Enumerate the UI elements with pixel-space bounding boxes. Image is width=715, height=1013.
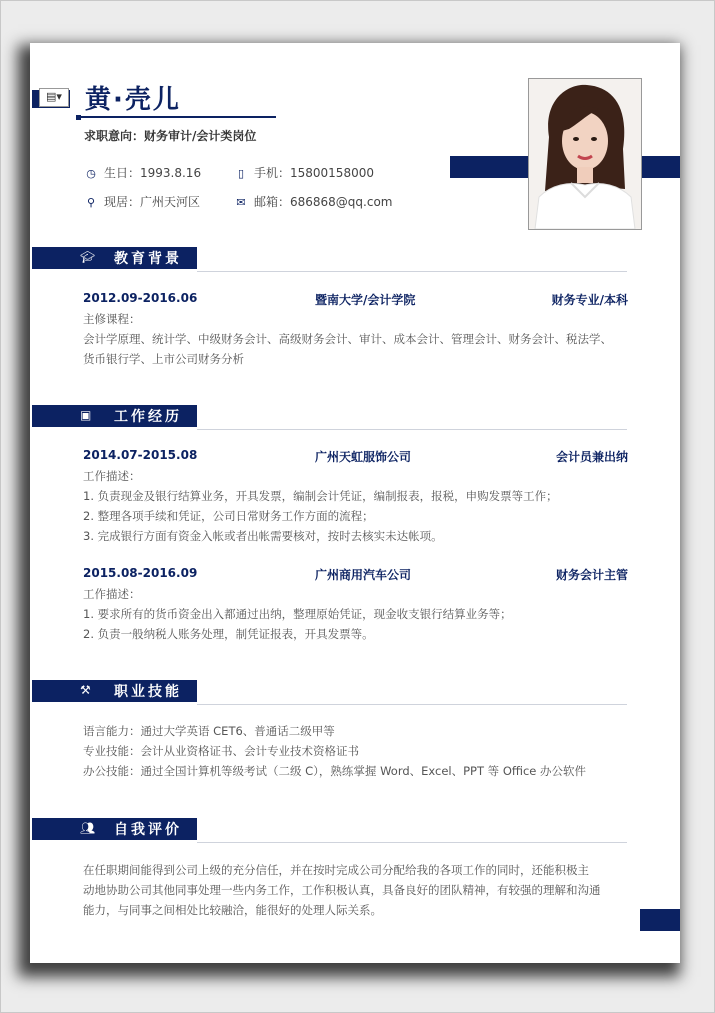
job-period: 2014.07-2015.08 [83,448,198,462]
job-company: 广州商用汽车公司 [315,568,412,582]
phone-info: ▯ 手机：15800158000 [234,164,374,181]
education-school: 暨南大学/会计学院 [315,293,416,307]
section-work-header [32,405,197,427]
section-education-title: 教育背景 [114,251,182,267]
job-role: 会计员兼出纳 [555,450,628,464]
briefcase-icon: ▣ [80,408,92,422]
job-desc-label: 工作描述： [83,587,141,601]
section-divider [197,429,627,430]
location-pin-icon: ⚲ [86,196,96,209]
corner-accent-bar [640,909,680,931]
birth-info: ◷ 生日：1993.8.16 [84,164,201,181]
job-desc-label: 工作描述： [83,469,141,483]
resume-page [30,43,680,963]
section-skills-title: 职业技能 [114,684,182,700]
section-divider [197,842,627,843]
self-line: 动地协助公司其他同事处理一些内务工作，工作积极认真，具备良好的团队精神，有较强的理解和沟通 [83,883,601,897]
job-desc-item: 1. 负责现金及银行结算业务，开具发票，编制会计凭证，编制报表，报税，申购发票等工作； [83,489,558,503]
graduation-cap-icon: 🎓︎ [80,250,96,264]
job-row [83,566,628,580]
name-underline [78,116,276,118]
envelope-icon: ✉ [236,196,246,209]
job-desc-item: 2. 负责一般纳税人账务处理，制凭证报表，开具发票等。 [83,627,374,641]
job-description [83,466,633,546]
job-row [83,448,628,462]
photo-band-right [642,156,680,178]
courses-line: 货币银行学、上市公司财务分析 [83,352,244,366]
section-divider [197,271,627,272]
job-period: 2015.08-2016.09 [83,566,198,580]
self-line: 能力，与同事之间相处比较融洽，能很好的处理人际关系。 [83,903,382,917]
courses-line: 会计学原理、统计学、中级财务会计、高级财务会计、审计、成本会计、管理会计、财务会计、税法学、 [83,332,612,346]
job-desc-item: 3. 完成银行方面有资金入帐或者出帐需要核对，按时去核实未达帐项。 [83,529,443,543]
job-role: 财务会计主管 [555,568,628,582]
section-self-header [32,818,197,840]
section-work-title: 工作经历 [114,409,182,425]
job-desc-item: 2. 整理各项手续和凭证，公司日常财务工作方面的流程； [83,509,374,523]
skill-line: 专业技能：会计从业资格证书、会计专业技术资格证书 [83,744,359,758]
section-divider [197,704,627,705]
job-company: 广州天虹服饰公司 [315,450,412,464]
education-period: 2012.09-2016.06 [83,291,198,305]
skill-line: 办公技能：通过全国计算机等级考试（二级 C），熟练掌握 Word、Excel、PPT 等 Office 办公软件 [83,764,587,778]
users-icon: 👥︎ [80,821,96,835]
section-education-header [32,247,197,269]
photo-band-left [450,156,528,178]
courses-label: 主修课程： [83,312,141,326]
self-line: 在任职期间能得到公司上级的充分信任，并在按时完成公司分配给我的各项工作的同时，还能积极主 [83,863,589,877]
document-icon[interactable]: ▤▾ [39,88,69,107]
profile-photo [528,78,642,230]
phone-icon: ▯ [237,167,245,180]
email-info: ✉ 邮箱：686868@qq.com [234,193,393,210]
job-desc-item: 1. 要求所有的货币资金出入都通过出纳，整理原始凭证，现金收支银行结算业务等； [83,607,512,621]
education-row [83,291,628,305]
education-major: 财务专业/本科 [551,293,628,307]
candidate-name: 黄·壳儿 [85,85,181,115]
residence-info: ⚲ 现居：广州天河区 [84,193,200,210]
section-self-title: 自我评价 [114,822,182,838]
job-description [83,584,633,644]
tools-icon: ⚒ [80,683,91,697]
section-skills-header [32,680,197,702]
job-intent: 求职意向：财务审计/会计类岗位 [84,129,257,143]
courses-block [83,309,633,369]
clock-icon: ◷ [86,167,96,180]
skills-block [83,721,633,781]
skill-line: 语言能力：通过大学英语 CET6、普通话二级甲等 [83,724,335,738]
self-evaluation-text [83,860,628,920]
